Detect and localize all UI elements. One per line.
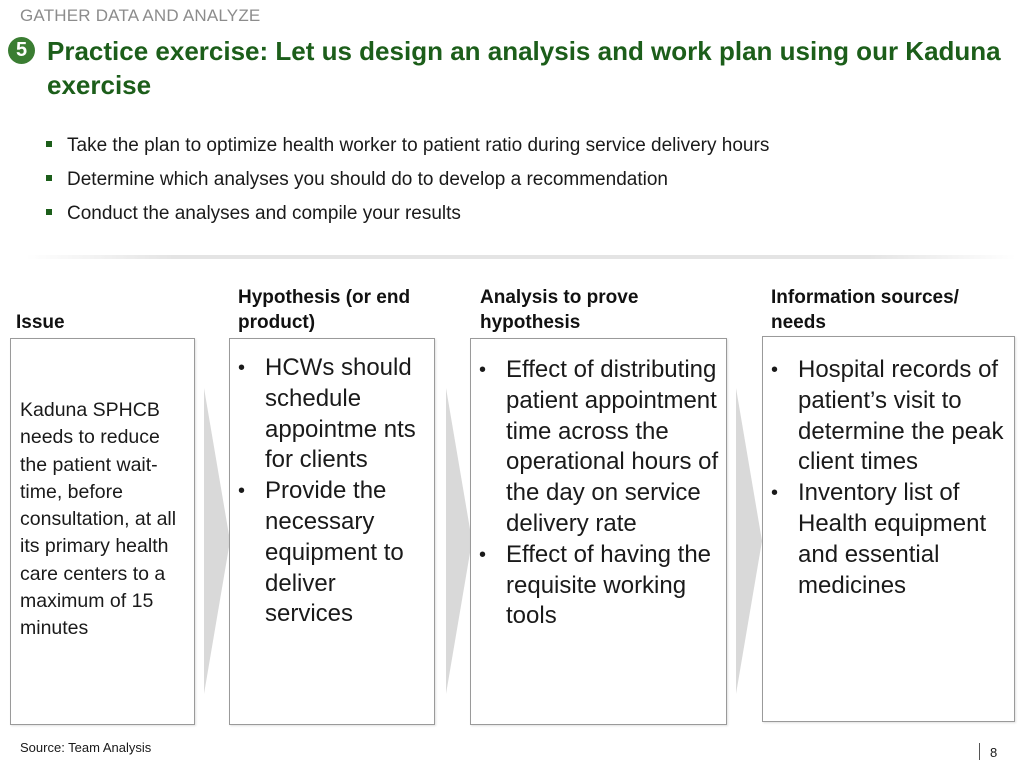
instruction-item: Take the plan to optimize health worker to patient ratio during service delivery hours [44, 133, 769, 167]
analysis-item: • Effect of having the requisite working tools [479, 540, 712, 630]
issue-box [10, 338, 195, 725]
hypothesis-heading: Hypothesis (or end product) [238, 287, 411, 333]
instruction-item: Determine which analyses you should do to develop a recommendation [44, 167, 769, 201]
flow-arrow-icon [446, 388, 472, 694]
flow-arrow-icon [204, 388, 230, 694]
sources-list [763, 355, 1013, 601]
sources-item: • Hospital records of patient’s visit to determine the peak client times [771, 356, 1004, 476]
source-note: Source: Team Analysis [20, 740, 152, 755]
page-separator [979, 743, 980, 760]
sources-heading: Information sources/ needs [771, 287, 959, 333]
analysis-box [470, 338, 727, 725]
sources-item: • Inventory list of Health equipment and essential medicines [771, 479, 987, 599]
bullet-dot-icon: • [479, 543, 487, 566]
square-bullet-icon [46, 209, 52, 215]
bullet-dot-icon: • [771, 482, 779, 505]
analysis-item: • Effect of distributing patient appointment time across the operational hours of the day on service delivery rate [479, 356, 719, 537]
instruction-list [44, 133, 769, 235]
page-number: 8 [990, 745, 998, 760]
page-title: Practice exercise: Let us design an analysis and work plan using our Kaduna exercise [47, 36, 1001, 100]
instruction-item: Conduct the analyses and compile your results [44, 201, 769, 235]
flow-arrow-icon [736, 388, 762, 694]
issue-text: Kaduna SPHCB needs to reduce the patient wait-time, before consultation, at all its primary health care centers to a maximum of 15 minutes [20, 399, 177, 640]
bullet-dot-icon: • [238, 480, 246, 503]
bullet-dot-icon: • [238, 357, 246, 379]
analysis-heading: Analysis to prove hypothesis [480, 287, 639, 333]
step-number-badge: 5 [8, 37, 35, 64]
hypothesis-item: • HCWs should schedule appointme nts for clients [238, 354, 416, 474]
hypothesis-list [230, 353, 430, 630]
section-label: GATHER DATA AND ANALYZE [20, 6, 261, 25]
square-bullet-icon [46, 175, 52, 181]
analysis-list [471, 355, 721, 632]
hypothesis-box [229, 338, 435, 725]
hypothesis-item: • Provide the necessary equipment to deliver services [238, 477, 404, 628]
square-bullet-icon [46, 141, 52, 147]
bullet-dot-icon: • [771, 359, 779, 381]
issue-heading: Issue [16, 312, 65, 333]
section-divider [26, 255, 1016, 259]
bullet-dot-icon: • [479, 359, 487, 381]
sources-box [762, 336, 1015, 722]
